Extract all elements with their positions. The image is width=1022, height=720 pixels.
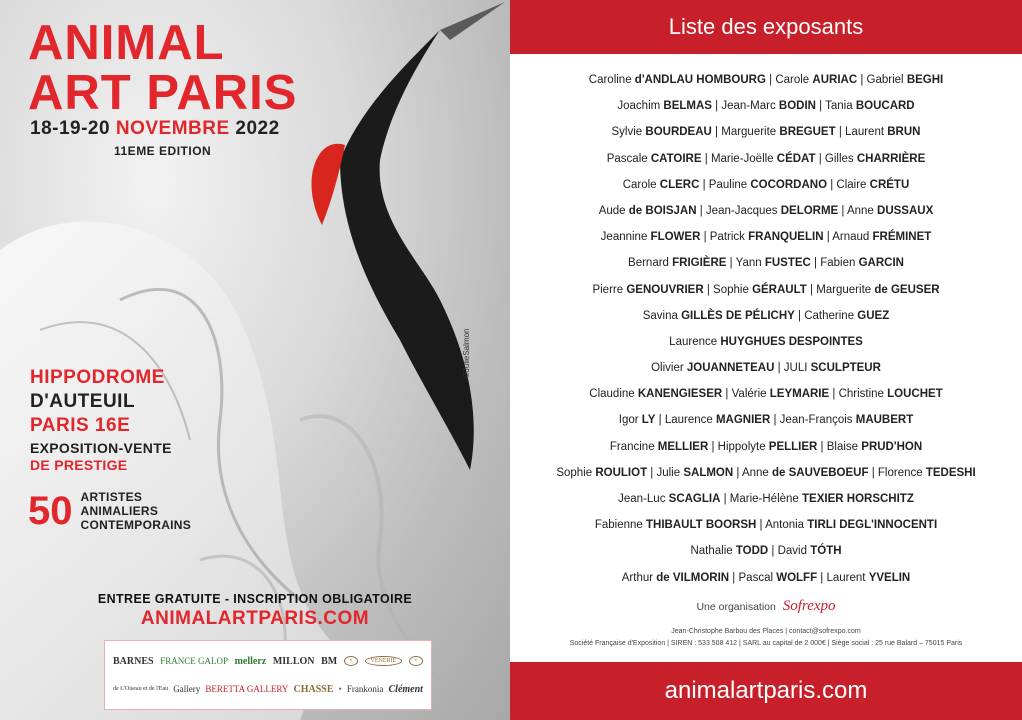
exhibitor-last-name: PELLIER [768, 440, 818, 453]
sponsor-logos [104, 640, 432, 710]
legal-line: Société Française d'Exposition | SIREN : 533 508 412 | SARL au capital de 2 000€ | Siège social : 25 rue Balard – 75015 Paris [569, 640, 963, 647]
exhibitor-last-name: TIRLI DEGL'INNOCENTI [807, 519, 938, 532]
separator: | [817, 571, 827, 584]
exhibitor-last-name: BELMAS [663, 100, 712, 113]
exhibitor-last-name: MAGNIER [715, 414, 771, 427]
exhibitor-first-name: Marguerite [721, 126, 780, 139]
exhibitor-first-name: Anne [741, 466, 772, 479]
exhibitor-last-name: BODIN [778, 100, 816, 113]
exhibitor-first-name: Gabriel [866, 74, 907, 86]
exhibitor-first-name: Anne [846, 204, 878, 217]
exhibitor-first-name: Carole [775, 74, 813, 86]
separator: | [770, 414, 780, 427]
separator: | [696, 204, 706, 217]
exhibitor-first-name: Julie [656, 466, 684, 479]
exhibitor-first-name: Caroline [588, 74, 635, 86]
exhibitor-last-name: LOUCHET [887, 388, 943, 401]
exhibitor-last-name: COCORDANO [750, 178, 828, 191]
exhibitor-row [510, 355, 1022, 381]
exhibitor-first-name: Laurence [664, 414, 716, 427]
venue-line-3: PARIS 16E [30, 415, 131, 436]
edition-label: 11EME EDITION [114, 144, 212, 158]
exhibitor-last-name: CÉDAT [776, 152, 816, 165]
exhibitor-first-name: Gilles [824, 152, 857, 165]
exhibitor-last-name: GILLÈS DE PÉLICHY [681, 309, 795, 322]
exhibitor-first-name: Aude [598, 204, 629, 217]
exhibitor-last-name: MAUBERT [855, 414, 914, 427]
title-line-1: ANIMAL [28, 16, 225, 70]
exhibitor-last-name: de SAUVEBOEUF [772, 466, 869, 479]
exhibitor-row [510, 303, 1022, 329]
sponsor-logo: CHASSE [293, 683, 334, 695]
exhibitor-first-name: Laurence [669, 335, 721, 348]
sponsor-logo: • [344, 656, 358, 666]
artists-line-3: CONTEMPORAINS [80, 518, 192, 532]
separator: | [827, 178, 837, 191]
exhibitor-last-name: HUYGHUES DESPOINTES [720, 335, 863, 348]
exhibitor-row [510, 224, 1022, 250]
exhibitors-title: Liste des exposants [510, 0, 1022, 54]
separator: | [647, 466, 657, 479]
exhibitor-first-name: Pascale [606, 152, 651, 165]
exhibitor-first-name: Jean-Luc [618, 493, 669, 505]
artists-line-1: ARTISTES [80, 490, 143, 504]
exhibitor-last-name: TEDESHI [925, 466, 976, 479]
exhibitor-first-name: Catherine [804, 309, 858, 322]
separator: | [774, 362, 784, 375]
exhibitor-first-name: David [777, 545, 811, 558]
exhibitor-last-name: FRIGIÈRE [672, 257, 727, 270]
exhibitor-list [510, 67, 1022, 591]
organisation-line [510, 598, 1022, 615]
exhibitor-first-name: Jean-François [779, 414, 856, 427]
exhibitor-first-name: Laurent [845, 126, 888, 139]
exhibitor-last-name: SCULPTEUR [810, 362, 881, 375]
exhibitor-first-name: Fabienne [594, 519, 646, 532]
separator: | [711, 126, 722, 139]
exhibitor-row [510, 329, 1022, 355]
exhibitor-first-name: Carole [622, 178, 660, 191]
exhibitor-last-name: BOURDEAU [645, 126, 712, 139]
expo-line-1: EXPOSITION-VENTE [30, 440, 172, 456]
exhibitor-first-name: Pierre [592, 283, 627, 296]
exhibitor-first-name: JULI [783, 362, 811, 375]
exhibitor-last-name: LEYMARIE [769, 388, 830, 401]
exhibitor-last-name: GUEZ [857, 309, 890, 322]
exhibitor-first-name: Joachim [617, 100, 664, 113]
separator: | [733, 466, 742, 479]
organisation-label: Une organisation [696, 601, 776, 613]
separator: | [835, 126, 846, 139]
exhibitor-last-name: PRUD'HON [861, 440, 923, 453]
exhibitor-last-name: AURIAC [812, 74, 858, 86]
exhibitor-last-name: DUSSAUX [877, 204, 934, 217]
exhibitor-last-name: GÉRAULT [752, 283, 807, 296]
exhibitor-first-name: Marie-Joëlle [710, 152, 777, 165]
poster-website-link[interactable]: ANIMALARTPARIS.COM [140, 608, 370, 629]
exhibitor-first-name: Pascal [738, 571, 777, 584]
exhibitor-first-name: Blaise [826, 440, 862, 453]
sofrexpo-logo: Sofrexpo [782, 598, 836, 614]
exhibitor-first-name: Nathalie [690, 545, 736, 558]
dates-days: 18-19-20 [30, 118, 111, 139]
exhibitor-last-name: GARCIN [858, 257, 904, 270]
venue-line-1: HIPPODROME [30, 367, 165, 388]
separator: | [794, 309, 805, 322]
exhibitor-row [510, 486, 1022, 512]
title-line-2: ART PARIS [28, 66, 298, 120]
exhibitor-first-name: Sophie [713, 283, 753, 296]
exhibitor-row [510, 172, 1022, 198]
sponsor-logo: FRANCE GALOP [160, 656, 228, 666]
exhibitor-last-name: MELLIER [657, 440, 709, 453]
exhibitor-last-name: WOLFF [776, 571, 818, 584]
entry-notice: ENTREE GRATUITE - INSCRIPTION OBLIGATOIRE [97, 592, 413, 606]
dates-year: 2022 [235, 118, 280, 139]
exhibitor-first-name: Olivier [651, 362, 687, 375]
exhibitor-first-name: Jeannine [600, 231, 651, 244]
venue-line-2: D'AUTEUIL [30, 391, 136, 412]
dates-month: NOVEMBRE [115, 118, 230, 139]
artist-count [28, 490, 191, 532]
exhibitor-last-name: KANENGIESER [637, 388, 723, 401]
exhibitor-last-name: SALMON [683, 466, 734, 479]
exhibitor-row [510, 381, 1022, 407]
exhibitor-first-name: Tania [825, 100, 856, 113]
separator: | [817, 440, 827, 453]
exhibition-type [30, 440, 172, 474]
exhibitor-last-name: THIBAULT BOORSH [646, 519, 757, 532]
exhibitor-row [510, 146, 1022, 172]
exhibitor-last-name: TEXIER HORSCHITZ [802, 493, 914, 505]
sponsor-row-1 [113, 647, 423, 675]
exhibitor-first-name: Arnaud [832, 231, 873, 244]
separator: | [815, 100, 826, 113]
exhibitor-first-name: Claire [836, 178, 870, 191]
exhibitor-last-name: JOUANNETEAU [686, 362, 775, 375]
contact-line: Jean-Christophe Barbou des Places | contact@sofrexpo.com [671, 628, 861, 635]
exhibitor-last-name: CRÉTU [869, 178, 910, 191]
separator: | [857, 74, 867, 86]
exhibitor-first-name: Florence [877, 466, 926, 479]
exhibitor-first-name: Christine [838, 388, 888, 401]
exhibitor-first-name: Laurent [826, 571, 869, 584]
sponsor-logo: MILLON [272, 655, 315, 667]
exhibitor-row [510, 67, 1022, 93]
exhibitor-first-name: Savina [642, 309, 682, 322]
exhibitor-first-name: Marie-Hélène [729, 493, 803, 505]
separator: | [756, 519, 766, 532]
sponsor-logo: • [338, 684, 342, 694]
exhibitor-last-name: FUSTEC [764, 257, 811, 270]
separator: | [700, 231, 710, 244]
poster-panel [0, 0, 510, 720]
sponsor-logo: BERETTA GALLERY [205, 684, 289, 694]
separator: | [708, 440, 718, 453]
separator: | [729, 571, 739, 584]
exhibitor-last-name: de GEUSER [874, 283, 940, 296]
exhibitor-first-name: Antonia [765, 519, 808, 532]
exhibitor-first-name: Sophie [556, 466, 596, 479]
exhibitor-row [510, 460, 1022, 486]
exhibitor-first-name: Claudine [589, 388, 638, 401]
separator: | [765, 74, 776, 86]
expo-line-2: DE PRESTIGE [30, 457, 128, 473]
exhibitor-first-name: Patrick [709, 231, 749, 244]
exhibitor-row [510, 119, 1022, 145]
exhibitor-last-name: YVELIN [868, 571, 911, 584]
photo-credit: ©JulieSalmon [462, 328, 471, 378]
sponsor-logo: mellerz [234, 655, 267, 667]
separator: | [829, 388, 839, 401]
exhibitor-first-name: Valérie [731, 388, 770, 401]
artists-line-2: ANIMALIERS [80, 504, 159, 518]
exhibitor-last-name: CLERC [659, 178, 700, 191]
separator: | [868, 466, 878, 479]
separator: | [722, 388, 732, 401]
exhibitor-last-name: DELORME [780, 204, 839, 217]
exhibitor-first-name: Arthur [621, 571, 657, 584]
exhibitor-row [510, 198, 1022, 224]
exhibitor-first-name: Yann [735, 257, 765, 270]
exhibitor-last-name: LY [641, 414, 656, 427]
exhibitor-first-name: Jean-Jacques [705, 204, 781, 217]
exhibitor-last-name: GENOUVRIER [626, 283, 704, 296]
separator: | [720, 493, 730, 505]
separator: | [703, 283, 714, 296]
separator: | [655, 414, 665, 427]
exhibitors-panel [510, 0, 1022, 720]
separator: | [806, 283, 817, 296]
exhibitor-first-name: Pauline [708, 178, 751, 191]
footer-website-link[interactable]: animalartparis.com [510, 662, 1022, 720]
separator: | [701, 152, 711, 165]
sponsor-logo: BARNES [113, 655, 154, 667]
exhibitor-last-name: BEGHI [906, 74, 944, 86]
sponsor-logo: Frankonia [346, 684, 384, 694]
exhibitor-last-name: TÓTH [810, 545, 842, 558]
sponsor-logo: Clément [388, 683, 423, 695]
artist-count-number: 50 [28, 489, 73, 533]
event-dates [30, 118, 280, 140]
sponsor-logo: BM [321, 655, 338, 667]
exhibitor-last-name: BOUCARD [855, 100, 915, 113]
sponsor-logo: • [409, 656, 423, 666]
exhibitor-row [510, 565, 1022, 591]
separator: | [838, 204, 847, 217]
separator: | [726, 257, 736, 270]
exhibitor-row [510, 434, 1022, 460]
exhibitor-last-name: SCAGLIA [668, 493, 721, 505]
exhibitor-last-name: FRANQUELIN [748, 231, 824, 244]
sponsor-logo: de L'Oiseau et de l'Eau [113, 686, 169, 692]
legal-info [510, 626, 1022, 650]
artist-count-words [81, 490, 192, 532]
exhibitor-last-name: CHARRIÈRE [856, 152, 926, 165]
exhibitor-last-name: FLOWER [650, 231, 701, 244]
exhibitor-row [510, 407, 1022, 433]
exhibitor-row [510, 512, 1022, 538]
exhibitor-first-name: Bernard [628, 257, 673, 270]
exhibitor-last-name: CATOIRE [650, 152, 702, 165]
exhibitor-first-name: Marguerite [816, 283, 875, 296]
exhibitor-first-name: Igor [618, 414, 642, 427]
exhibitor-row [510, 250, 1022, 276]
venue [30, 366, 165, 438]
exhibitor-last-name: BRUN [887, 126, 921, 139]
exhibitor-last-name: TODD [735, 545, 769, 558]
exhibitor-last-name: ROULIOT [595, 466, 648, 479]
exhibitor-row [510, 93, 1022, 119]
exhibitor-first-name: Jean-Marc [721, 100, 779, 113]
separator: | [810, 257, 821, 270]
sponsor-logo: Gallery [173, 684, 201, 694]
sponsor-logo: VÉNERIE [365, 656, 403, 666]
exhibitor-first-name: Hippolyte [717, 440, 769, 453]
exhibitor-last-name: d'ANDLAU HOMBOURG [634, 74, 766, 86]
separator: | [823, 231, 833, 244]
exhibitor-first-name: Francine [609, 440, 658, 453]
separator: | [815, 152, 825, 165]
separator: | [711, 100, 722, 113]
sponsor-row-2 [113, 675, 423, 703]
exhibitor-last-name: de BOISJAN [628, 204, 697, 217]
separator: | [768, 545, 778, 558]
exhibitor-first-name: Fabien [820, 257, 859, 270]
poster-title [28, 18, 297, 118]
exhibitor-first-name: Sylvie [611, 126, 646, 139]
exhibitor-row [510, 277, 1022, 303]
separator: | [699, 178, 709, 191]
exhibitor-row [510, 538, 1022, 564]
exhibitor-last-name: de VILMORIN [656, 571, 730, 584]
exhibitor-last-name: BREGUET [779, 126, 836, 139]
exhibitor-last-name: FRÉMINET [872, 231, 932, 244]
